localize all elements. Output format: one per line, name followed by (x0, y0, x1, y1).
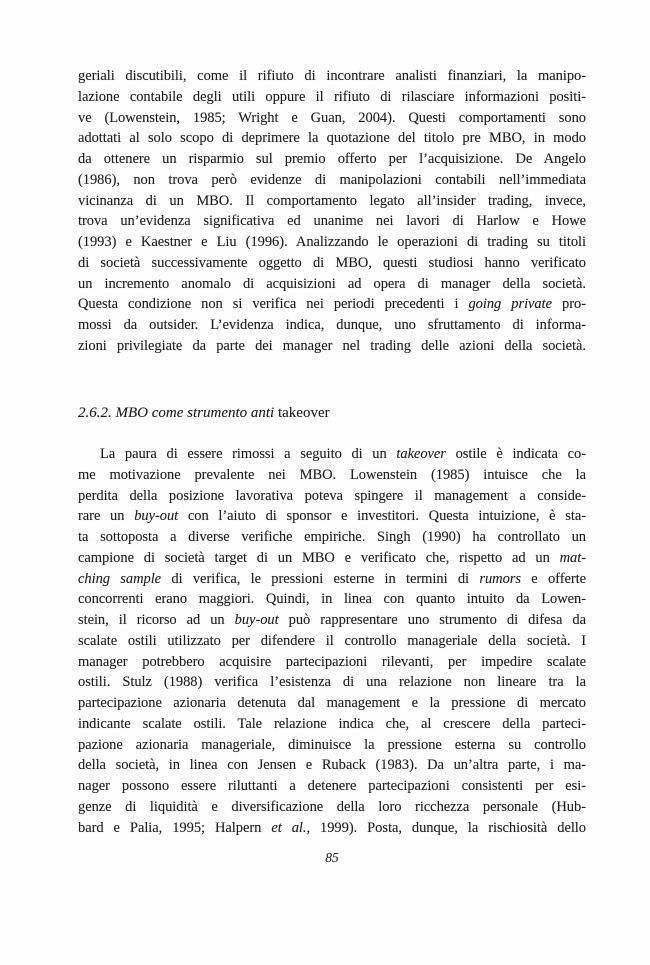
text-segment: mossi da outsider. L’evidenza indica, dunque, uno sfruttamento di informa- (78, 317, 586, 333)
italic-text-segment: going private (468, 296, 552, 313)
text-line (78, 610, 586, 631)
text-segment: di verifica, le pressioni esterne in termini di (161, 570, 480, 587)
text-line (78, 755, 586, 776)
italic-text-segment: ching sample (78, 570, 162, 587)
text-segment: scalate ostili utilizzato per difendere il controllo manageriale della società. I (78, 632, 586, 649)
section-heading-number-and-title: 2.6.2. MBO come strumento anti (78, 405, 275, 421)
text-segment: campione di società target di un MBO e verificato che, rispetto ad un (78, 549, 560, 566)
text-segment: , 1999). Posta, dunque, la rischiosità dello (306, 819, 586, 836)
section-heading-roman-word: takeover (274, 405, 330, 421)
text-line (78, 294, 586, 315)
text-segment: bard e Palia, 1995; Halpern (78, 819, 272, 836)
text-line (78, 87, 586, 108)
paragraph-anti-takeover (78, 444, 586, 838)
text-line (78, 486, 586, 507)
text-line (78, 465, 586, 486)
text-line (78, 108, 586, 129)
text-line (78, 797, 586, 818)
text-segment: può rappresentare uno strumento di difesa da (278, 612, 586, 628)
text-segment: da ottenere un risparmio sul premio offerto per l’acquisizione. De Angelo (78, 151, 586, 167)
text-segment: perdita della posizione lavorativa poteva spingere il management a conside- (78, 487, 586, 504)
text-segment: adottati al solo scopo di deprimere la quotazione del titolo pre MBO, in modo (78, 130, 586, 147)
text-line (78, 693, 586, 714)
text-segment: indicante scalate ostili. Tale relazione indica che, al crescere della parteci- (78, 715, 586, 732)
text-segment: partecipazione azionaria detenuta dal management e la pressione di mercato (78, 695, 586, 711)
text-line (78, 714, 586, 735)
italic-text-segment: et al. (271, 819, 307, 836)
text-segment: vicinanza di un MBO. Il comportamento legato all’insider trading, invece, (78, 192, 586, 209)
text-line (78, 672, 586, 693)
text-segment: nager possono essere riluttanti a detenere partecipazioni consistenti per esi- (78, 778, 586, 794)
text-segment: lazione contabile degli utili oppure il rifiuto di rilasciare informazioni positi- (78, 88, 586, 105)
text-segment: ostili. Stulz (1988) verifica l’esistenza di una relazione non lineare tra la (78, 674, 586, 691)
text-segment: (1993) e Kaestner e Liu (1996). Analizzando le operazioni di trading su titoli (78, 234, 586, 250)
text-segment: trova un’evidenza significativa ed unanime nei lavori di Harlow e Howe (78, 213, 586, 230)
text-segment: e offerte (520, 570, 586, 587)
text-line (78, 548, 586, 569)
italic-text-segment: takeover (396, 446, 446, 462)
text-line (78, 631, 586, 652)
text-segment: un incremento anomalo di acquisizioni ad opera di manager della società. (78, 275, 586, 292)
text-segment: pazione azionaria manageriale, diminuisce la pressione esterna su controllo (78, 736, 586, 753)
text-line (78, 149, 586, 170)
text-line (78, 232, 586, 253)
italic-text-segment: buy-out (234, 612, 279, 628)
text-line (78, 589, 586, 610)
text-segment: rare un (78, 508, 135, 525)
text-line (78, 776, 586, 797)
italic-text-segment: rumors (479, 570, 521, 587)
text-segment: (1986), non trova però evidenze di manipolazioni contabili nell’immediata (78, 171, 586, 188)
text-line (78, 66, 586, 87)
text-segment: ve (Lowenstein, 1985; Wright e Guan, 2004). Questi comportamenti sono (78, 109, 586, 126)
text-line (78, 506, 586, 527)
text-line (78, 211, 586, 232)
page-number: 85 (325, 850, 339, 865)
text-segment: me motivazione prevalente nei MBO. Lowenstein (1985) intuisce che la (78, 466, 586, 483)
text-line (78, 735, 586, 756)
text-segment: manager potrebbero acquisire partecipazioni rilevanti, per impedire scalate (78, 653, 586, 670)
text-segment: zioni privilegiate da parte dei manager nel trading delle azioni della società. (78, 337, 586, 354)
text-line (78, 444, 586, 465)
text-line (78, 569, 586, 590)
text-segment: pro- (552, 296, 586, 313)
text-line (78, 274, 586, 295)
text-segment: della società, in linea con Jensen e Ruback (1983). Da un’altra parte, i ma- (78, 757, 586, 774)
text-line (78, 253, 586, 274)
text-segment: ta sottoposta a diverse verifiche empiriche. Singh (1990) ha controllato un (78, 529, 586, 545)
text-segment: Questa condizione non si verifica nei periodi precedenti i (78, 296, 469, 313)
text-segment: di società successivamente oggetto di MBO, questi studiosi hanno verificato (78, 254, 586, 271)
text-segment: concorrenti erano maggiori. Quindi, in linea con quanto intuito da Lowen- (78, 591, 586, 608)
text-line (78, 652, 586, 673)
text-line (78, 527, 586, 548)
text-line (78, 315, 586, 336)
text-segment: La paura di essere rimossi a seguito di un (100, 446, 397, 462)
italic-text-segment: mat- (559, 549, 586, 566)
text-segment: genze di liquidità e diversificazione della loro ricchezza personale (Hub- (78, 798, 586, 815)
text-segment: con l’aiuto di sponsor e investitori. Questa intuizione, è sta- (178, 508, 586, 525)
text-segment: geriali discutibili, come il rifiuto di incontrare analisti finanziari, la manipo- (78, 68, 586, 84)
text-segment: stein, il ricorso ad un (78, 612, 235, 628)
paragraph-continuation (78, 66, 586, 357)
section-heading (78, 403, 586, 424)
text-line (78, 128, 586, 149)
text-line (78, 191, 586, 212)
text-line (78, 170, 586, 191)
text-segment: ostile è indicata co- (445, 446, 586, 462)
text-line (78, 818, 586, 839)
text-line (78, 336, 586, 357)
italic-text-segment: buy-out (134, 508, 179, 525)
